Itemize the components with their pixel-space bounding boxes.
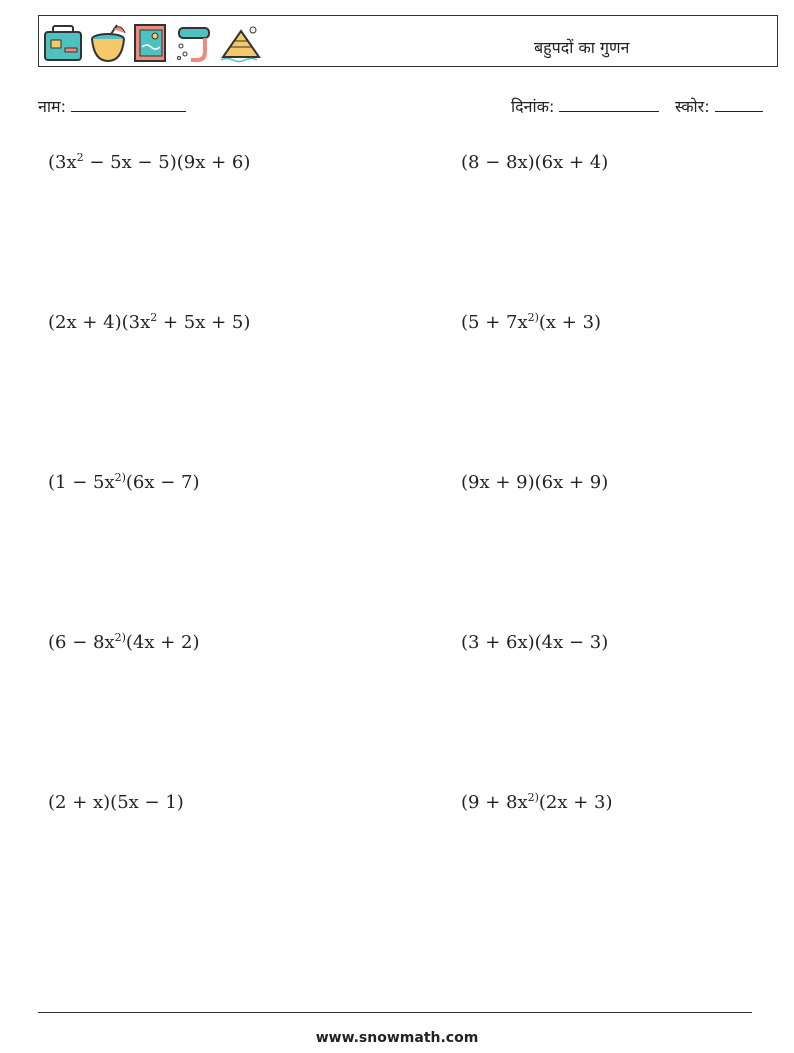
problem-10: ($9 + 8x^{2)}(2x + 3)$ <box>461 791 613 813</box>
problem-8: (3 + 6x)(4x − 3) <box>461 632 609 653</box>
name-field[interactable] <box>38 95 186 117</box>
coconut-drink-icon <box>89 23 127 63</box>
score-field[interactable] <box>675 95 763 117</box>
name-blank[interactable] <box>71 97 186 112</box>
header-box <box>38 15 778 67</box>
picture-frame-icon <box>133 23 169 63</box>
problem-9: (2 + x)(5x − 1) <box>48 792 184 813</box>
problem-4: ($5 + 7x^{2)}(x + 3)$ <box>461 311 602 333</box>
problem-1: $(3x^2 - 5x - 5)(9x + 6)$ <box>48 151 251 173</box>
snorkel-icon <box>175 24 213 62</box>
date-label: दिनांक: <box>511 97 555 116</box>
date-field[interactable] <box>511 95 659 117</box>
problem-5: ($1 - 5x^{2)}(6x - 7)$ <box>48 471 200 493</box>
name-label: नाम: <box>38 97 66 116</box>
score-label: स्कोर: <box>675 97 710 116</box>
score-blank[interactable] <box>715 97 763 112</box>
problem-3: $(2x + 4)(3x^2 + 5x + 5)$ <box>48 311 251 333</box>
worksheet-title: बहुपदों का गुणन <box>534 38 630 57</box>
pyramid-icon <box>219 23 263 63</box>
date-blank[interactable] <box>559 97 659 112</box>
icon-strip <box>43 22 263 64</box>
footer-divider <box>38 1012 752 1013</box>
problem-6: (9x + 9)(6x + 9) <box>461 472 609 493</box>
suitcase-icon <box>43 24 83 62</box>
problem-7: ($6 - 8x^{2)}(4x + 2)$ <box>48 631 200 653</box>
problem-2: (8 − 8x)(6x + 4) <box>461 152 609 173</box>
footer-url[interactable]: www.snowmath.com <box>315 1030 479 1046</box>
